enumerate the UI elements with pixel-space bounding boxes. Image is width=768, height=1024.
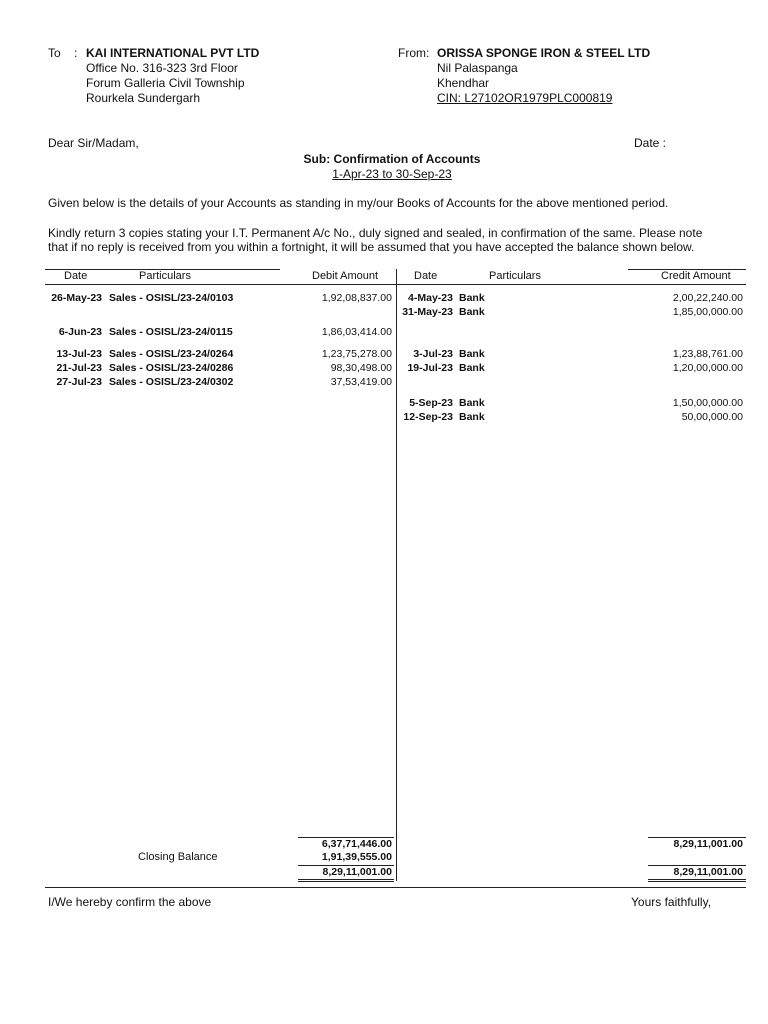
debit-row-date: 27-Jul-23	[56, 376, 102, 388]
header-date-right: Date	[414, 270, 438, 282]
debit-row-amount: 1,86,03,414.00	[321, 326, 392, 338]
to-colon: :	[74, 46, 78, 60]
column-divider	[396, 269, 397, 881]
debit-row-amount: 98,30,498.00	[330, 362, 392, 374]
salutation: Dear Sir/Madam,	[48, 136, 139, 150]
sender-cin: CIN: L27102OR1979PLC000819	[437, 91, 613, 105]
sender-name: ORISSA SPONGE IRON & STEEL LTD	[437, 46, 651, 60]
credit-row-particulars: Bank	[459, 348, 485, 360]
credit-row-particulars: Bank	[459, 397, 485, 409]
credit-row-amount: 1,85,00,000.00	[672, 306, 743, 318]
instruction-line-2: that if no reply is received from you within a fortnight, it will be assumed that you have accepted the balance shown below.	[48, 240, 695, 254]
credit-subtotal: 8,29,11,001.00	[673, 838, 743, 850]
debit-total-rule-double	[298, 881, 394, 882]
credit-total-rule-double	[648, 881, 746, 882]
debit-row-date: 13-Jul-23	[56, 348, 102, 360]
sender-address-line-2: Khendhar	[437, 76, 490, 90]
credit-row-date: 4-May-23	[408, 292, 453, 304]
to-label: To	[48, 46, 61, 60]
table-bottom-rule	[45, 887, 746, 888]
debit-total-rule-bottom	[298, 879, 394, 880]
debit-row-amount: 37,53,419.00	[330, 376, 392, 388]
debit-row-amount: 1,23,75,278.00	[321, 348, 392, 360]
recipient-address-line-1: Office No. 316-323 3rd Floor	[86, 61, 238, 75]
credit-row-amount: 2,00,22,240.00	[672, 292, 743, 304]
header-particulars-right: Particulars	[489, 270, 541, 282]
recipient-name: KAI INTERNATIONAL PVT LTD	[86, 46, 260, 60]
recipient-address-line-3: Rourkela Sundergarh	[86, 91, 201, 105]
credit-row-date: 31-May-23	[402, 306, 453, 318]
debit-row-date: 26-May-23	[51, 292, 102, 304]
header-date-left: Date	[64, 270, 88, 282]
credit-row-amount: 1,20,00,000.00	[672, 362, 743, 374]
subject-line: Sub: Confirmation of Accounts	[303, 152, 481, 166]
debit-total: 8,29,11,001.00	[322, 866, 392, 878]
date-label: Date :	[634, 136, 667, 150]
confirmation-text: I/We hereby confirm the above	[48, 895, 212, 909]
debit-subtotal: 6,37,71,446.00	[321, 838, 392, 850]
credit-row-particulars: Bank	[459, 306, 485, 318]
debit-row-particulars: Sales - OSISL/23-24/0115	[109, 326, 233, 338]
closing-balance-amount: 1,91,39,555.00	[321, 851, 392, 863]
closing-balance-label: Closing Balance	[138, 851, 218, 863]
credit-row-date: 19-Jul-23	[407, 362, 453, 374]
debit-row-date: 21-Jul-23	[56, 362, 102, 374]
credit-row-amount: 50,00,000.00	[681, 411, 743, 423]
header-particulars-left: Particulars	[139, 270, 191, 282]
credit-row-particulars: Bank	[459, 362, 485, 374]
credit-total-rule-bottom	[648, 879, 746, 880]
debit-row-date: 6-Jun-23	[58, 326, 102, 338]
instruction-line-1: Kindly return 3 copies stating your I.T. Permanent A/c No., duly signed and sealed, in confirmation of the same. Please note	[48, 226, 703, 240]
yours-faithfully: Yours faithfully,	[631, 895, 712, 909]
debit-row-particulars: Sales - OSISL/23-24/0264	[109, 348, 234, 360]
credit-row-amount: 1,50,00,000.00	[672, 397, 743, 409]
credit-row-particulars: Bank	[459, 411, 485, 423]
from-label: From:	[398, 46, 430, 60]
intro-paragraph: Given below is the details of your Accounts as standing in my/our Books of Accounts for the above mentioned period.	[48, 196, 669, 210]
credit-row-date: 5-Sep-23	[409, 397, 453, 409]
debit-row-particulars: Sales - OSISL/23-24/0286	[109, 362, 234, 374]
sender-address-line-1: Nil Palaspanga	[437, 61, 518, 75]
period	[232, 167, 552, 181]
credit-row-date: 3-Jul-23	[413, 348, 453, 360]
period-text: 1-Apr-23 to 30-Sep-23	[332, 167, 452, 181]
debit-row-particulars: Sales - OSISL/23-24/0103	[109, 292, 234, 304]
recipient-address-line-2: Forum Galleria Civil Township	[86, 76, 245, 90]
credit-row-amount: 1,23,88,761.00	[672, 348, 743, 360]
credit-row-particulars: Bank	[459, 292, 485, 304]
credit-row-date: 12-Sep-23	[403, 411, 453, 423]
header-credit-amount: Credit Amount	[661, 270, 731, 282]
debit-row-amount: 1,92,08,837.00	[321, 292, 392, 304]
debit-row-particulars: Sales - OSISL/23-24/0302	[109, 376, 234, 388]
credit-total: 8,29,11,001.00	[673, 866, 743, 878]
header-debit-amount: Debit Amount	[312, 270, 379, 282]
